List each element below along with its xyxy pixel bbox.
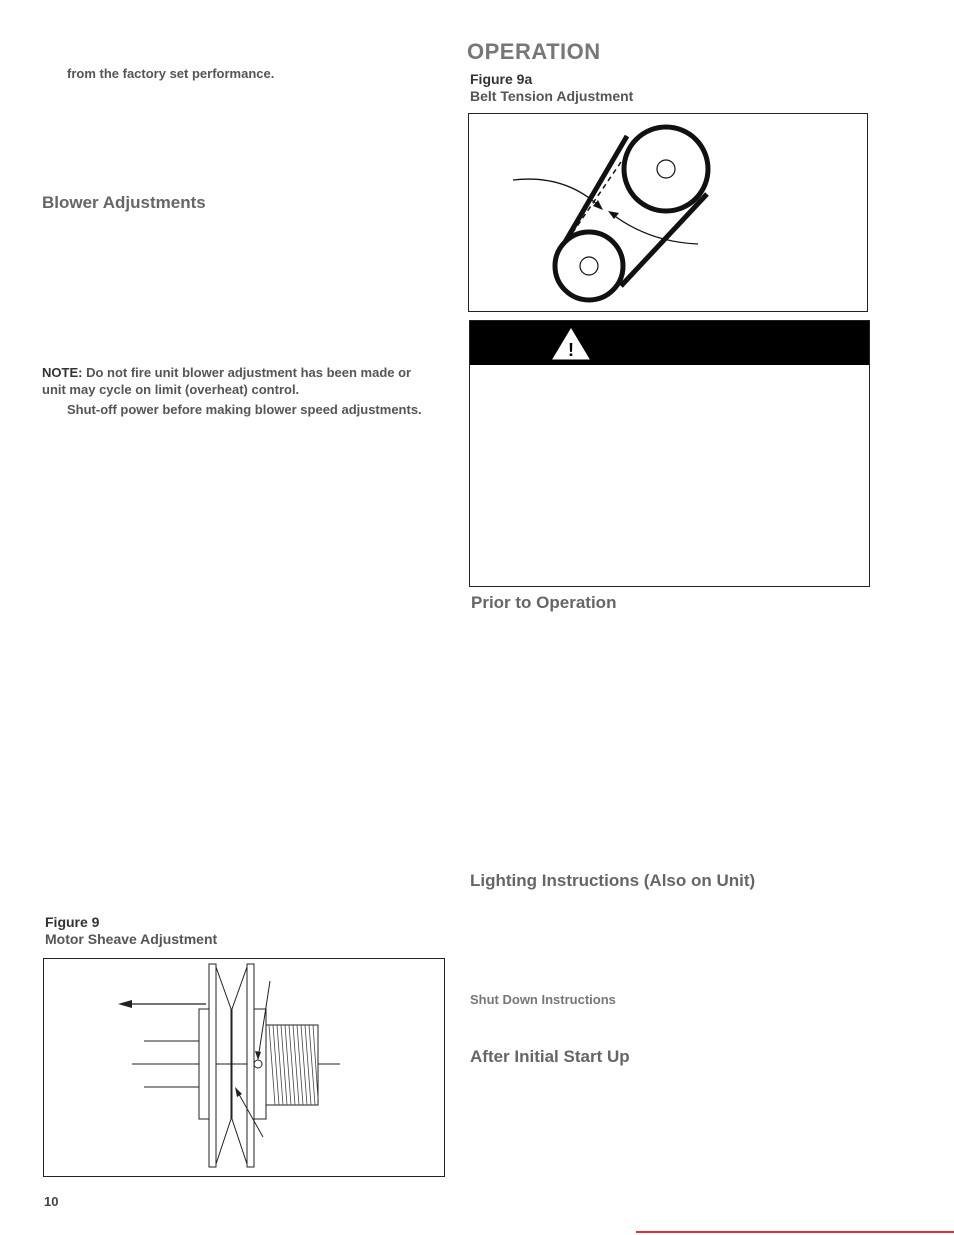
intro-fragment: from the factory set performance. <box>67 66 275 81</box>
prior-to-operation-heading: Prior to Operation <box>471 593 617 612</box>
motor-sheave-drawing <box>44 959 443 1175</box>
warning-box <box>469 320 870 587</box>
warning-header-bar <box>470 321 869 365</box>
blower-adjustments-heading: Blower Adjustments <box>42 193 206 212</box>
figure-9-caption: Motor Sheave Adjustment <box>45 931 218 947</box>
after-initial-start-up-heading: After Initial Start Up <box>470 1047 630 1066</box>
note-label: NOTE: <box>42 365 83 380</box>
lighting-instructions-heading: Lighting Instructions (Also on Unit) <box>470 871 756 890</box>
figure-9-label <box>45 914 217 948</box>
figure-9-number: Figure 9 <box>45 914 100 930</box>
shut-down-heading: Shut Down Instructions <box>470 992 616 1007</box>
page-number: 10 <box>44 1194 59 1209</box>
shutoff-warning-text: Shut-off power before making blower speed adjustments. <box>67 402 422 417</box>
belt-tension-drawing <box>469 114 866 310</box>
operation-title: OPERATION <box>467 39 601 64</box>
motor-sheave-figure <box>43 958 445 1177</box>
figure-9a-number: Figure 9a <box>470 71 533 87</box>
note-text: Do not fire unit blower adjustment has been made or unit may cycle on limit (overheat) control. <box>42 365 412 397</box>
figure-9a-label <box>470 71 633 105</box>
belt-tension-figure <box>468 113 868 312</box>
warning-triangle-icon <box>551 327 591 361</box>
warning-symbol: ! <box>568 340 574 360</box>
note-paragraph <box>42 364 432 398</box>
footer-rule <box>636 1231 954 1233</box>
figure-9a-caption: Belt Tension Adjustment <box>470 88 634 104</box>
